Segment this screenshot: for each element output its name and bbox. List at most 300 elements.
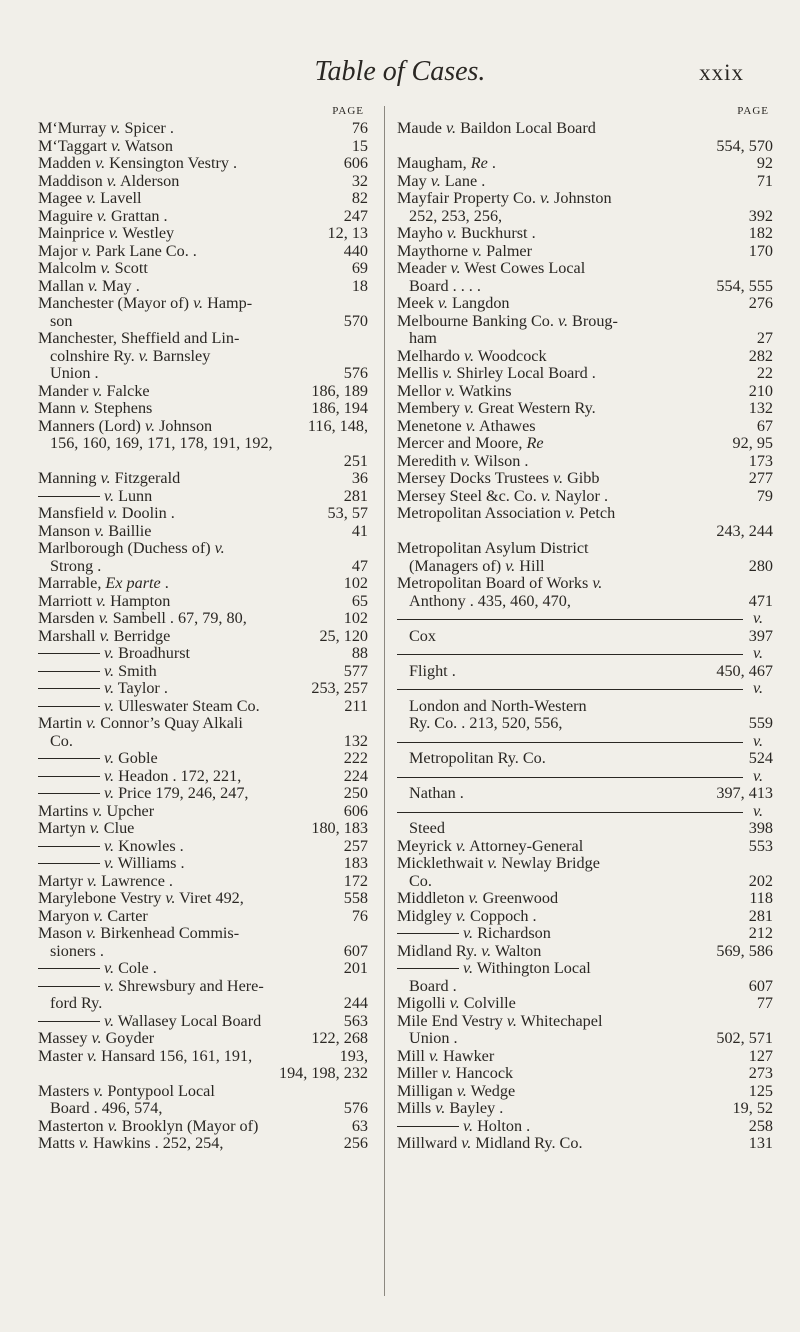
case-name: v. Knowles .: [38, 838, 368, 856]
case-entry: [397, 1048, 773, 1066]
case-name: v. Lunn: [38, 488, 368, 506]
page-reference: 256: [340, 1135, 368, 1153]
page-reference: 69: [348, 260, 368, 278]
case-name: sioners .: [50, 941, 104, 960]
case-entry: [397, 523, 773, 541]
page-reference: 398: [745, 820, 773, 838]
case-name: Meader v. West Cowes Local: [397, 259, 586, 277]
page-reference: 182: [745, 225, 773, 243]
page-reference: 183: [340, 855, 368, 873]
case-name: ford Ry.: [50, 994, 103, 1012]
case-name: Membery v. Great Western Ry.: [397, 399, 596, 417]
ditto-rule: v.: [397, 803, 773, 821]
case-name: Madden v. Kensington Vestry .: [38, 154, 238, 172]
page-reference: 251: [340, 453, 368, 471]
page-reference: 553: [745, 838, 773, 856]
case-entry: [397, 820, 773, 838]
page-reference: 243, 244: [712, 523, 773, 541]
case-name: Martyn v. Clue: [38, 819, 135, 837]
page-reference: 125: [745, 1083, 773, 1101]
case-entry: [397, 540, 773, 558]
page-reference: 276: [745, 295, 773, 313]
case-name: Union .: [409, 1029, 458, 1047]
page-reference: 576: [340, 1100, 368, 1118]
case-name: Maryon v. Carter: [38, 906, 148, 925]
case-name: Menetone v. Athawes: [397, 416, 536, 435]
case-name: Manners (Lord) v. Johnson: [38, 416, 213, 435]
case-entry: [38, 120, 368, 138]
page-reference: 63: [348, 1118, 368, 1136]
case-entry: [38, 768, 368, 786]
case-name: Maddison v. Alderson: [38, 171, 180, 190]
page-reference: 131: [745, 1135, 773, 1153]
page-reference: 257: [340, 838, 368, 856]
case-entry: [397, 383, 773, 401]
case-entry: [38, 558, 368, 576]
case-name: Mersey Docks Trustees v. Gibb: [397, 469, 600, 487]
case-entry: [397, 278, 773, 296]
case-entry: [38, 505, 368, 523]
page-reference: 15: [348, 138, 368, 156]
case-name: Magee v. Lavell: [38, 189, 142, 207]
case-entry: [397, 890, 773, 908]
case-entry: [397, 260, 773, 278]
page-reference: 53, 57: [324, 505, 368, 523]
case-name: v. Taylor .: [38, 680, 368, 698]
case-name: Mann v. Stephens: [38, 399, 153, 417]
case-entry: [38, 575, 368, 593]
case-entry: [397, 750, 773, 768]
case-entry: [397, 873, 773, 891]
page-reference: 202: [745, 873, 773, 891]
case-entry: [397, 995, 773, 1013]
page-reference: 554, 555: [712, 278, 773, 296]
case-name: Matts v. Hawkins . 252, 254,: [38, 1134, 224, 1152]
case-entry: [38, 243, 368, 261]
case-entry: [38, 295, 368, 313]
case-entry: [397, 453, 773, 471]
case-entry: [38, 435, 368, 453]
case-name: Mile End Vestry v. Whitechapel: [397, 1011, 603, 1030]
ditto-rule: v.: [397, 680, 773, 698]
case-name: Migolli v. Colville: [397, 994, 516, 1012]
case-entry: [397, 575, 773, 593]
case-name: Master v. Hansard 156, 161, 191,: [38, 1046, 253, 1065]
page-reference: 186, 189: [307, 383, 368, 401]
case-name: Anthony . 435, 460, 470,: [409, 591, 571, 610]
case-name: Marrable, Ex parte .: [38, 574, 169, 592]
case-entry: [38, 1048, 368, 1066]
case-entry: [397, 138, 773, 156]
page-reference: 173: [745, 453, 773, 471]
page-reference: 576: [340, 365, 368, 383]
case-name: v. Goble: [38, 750, 368, 768]
case-entry: [38, 190, 368, 208]
case-name: Marsden v. Sambell . 67, 79, 80,: [38, 609, 247, 627]
case-entry: [397, 1135, 773, 1153]
page-reference: 222: [340, 750, 368, 768]
ditto-rule: v.: [397, 733, 773, 751]
page-reference: 397, 413: [712, 785, 773, 803]
page-reference: 273: [745, 1065, 773, 1083]
case-entry: [38, 785, 368, 803]
page-reference: 65: [348, 593, 368, 611]
case-name: Mill v. Hawker: [397, 1046, 495, 1065]
case-name: Major v. Park Lane Co. .: [38, 241, 197, 260]
page-header: [0, 54, 800, 94]
page-reference: 606: [340, 803, 368, 821]
case-name: Masterton v. Brooklyn (Mayor of): [38, 1116, 259, 1135]
page-reference: 67: [753, 418, 773, 436]
case-entry: [38, 593, 368, 611]
case-entry: [397, 908, 773, 926]
case-entry: [397, 1030, 773, 1048]
case-entry: [38, 225, 368, 243]
case-name: v. Price 179, 246, 247,: [38, 785, 368, 803]
page-reference: 524: [745, 750, 773, 768]
case-name: Steed: [409, 819, 445, 837]
case-name: Mills v. Bayley .: [397, 1099, 504, 1117]
case-entry: [38, 155, 368, 173]
case-entry: [397, 348, 773, 366]
case-name: Board . . . .: [409, 276, 481, 295]
case-name: v. Broadhurst: [38, 645, 368, 663]
page-reference: 570: [340, 313, 368, 331]
case-entry: [397, 120, 773, 138]
case-name: Mainprice v. Westley: [38, 224, 175, 242]
case-name: 156, 160, 169, 171, 178, 191, 192,: [50, 434, 273, 452]
case-name: Marriott v. Hampton: [38, 591, 171, 610]
case-name: ham: [409, 329, 437, 347]
case-entry: [397, 488, 773, 506]
case-entry: [38, 663, 368, 681]
case-name: Metropolitan Ry. Co.: [409, 749, 546, 767]
case-name: Manson v. Baillie: [38, 521, 152, 540]
ditto-rule: v.: [397, 610, 773, 628]
page-reference: 282: [745, 348, 773, 366]
case-entry: [38, 1118, 368, 1136]
case-entry: [397, 663, 773, 681]
case-entry: [38, 733, 368, 751]
page-reference: 281: [340, 488, 368, 506]
case-name: Mayfair Property Co. v. Johnston: [397, 189, 612, 207]
case-entry: [38, 803, 368, 821]
case-name: Mercer and Moore, Re: [397, 434, 544, 452]
case-name: Manning v. Fitzgerald: [38, 469, 181, 487]
page-reference: 559: [745, 715, 773, 733]
page-reference: 212: [745, 925, 773, 943]
case-entry: [397, 470, 773, 488]
case-entry: [397, 243, 773, 261]
page-reference: 18: [348, 278, 368, 296]
page-reference: 180, 183: [307, 820, 368, 838]
case-name: Mander v. Falcke: [38, 381, 150, 400]
case-entry: [38, 330, 368, 348]
case-name: Mason v. Birkenhead Commis-: [38, 924, 240, 942]
page-reference: 82: [348, 190, 368, 208]
case-entry: [397, 838, 773, 856]
case-entry: [38, 855, 368, 873]
ditto-rule: v.: [397, 645, 773, 663]
case-name: Ry. Co. . 213, 520, 556,: [409, 714, 563, 732]
page-reference: 32: [348, 173, 368, 191]
page-reference: 606: [340, 155, 368, 173]
case-entry: [38, 925, 368, 943]
case-name: v. Wallasey Local Board: [38, 1013, 368, 1031]
right-column: [397, 103, 773, 1153]
case-entry: [38, 750, 368, 768]
case-name: v. Smith: [38, 663, 368, 681]
page-reference: 558: [340, 890, 368, 908]
case-name: Co.: [409, 871, 432, 890]
case-entry: [397, 785, 773, 803]
case-name: Mersey Steel &c. Co. v. Naylor .: [397, 486, 608, 505]
left-column: [38, 103, 368, 1153]
case-entry: [397, 1013, 773, 1031]
page-reference: 211: [340, 698, 368, 716]
case-entry: [397, 855, 773, 873]
case-entry: [397, 558, 773, 576]
case-entry: [38, 1065, 368, 1083]
case-name: M‘Taggart v. Watson: [38, 136, 173, 155]
case-name: v. Ulleswater Steam Co.: [38, 698, 368, 716]
case-name: Maugham, Re .: [397, 154, 496, 172]
case-name: Meyrick v. Attorney-General: [397, 836, 584, 855]
page-number: xxix: [699, 60, 744, 85]
case-entry: [397, 698, 773, 716]
case-entry: [397, 1083, 773, 1101]
case-name: Malcolm v. Scott: [38, 259, 148, 277]
page-reference: 397: [745, 628, 773, 646]
running-title: Table of Cases.: [314, 56, 486, 87]
page-reference: 102: [340, 610, 368, 628]
case-entry: [38, 313, 368, 331]
case-entry: [38, 400, 368, 418]
case-name: Mallan v. May .: [38, 276, 140, 295]
page-reference: 471: [745, 593, 773, 611]
case-entry: [38, 383, 368, 401]
case-name: Metropolitan Association v. Petch: [397, 504, 616, 522]
page-reference: 77: [753, 995, 773, 1013]
page-reference: 193,: [336, 1048, 368, 1066]
case-entry: [397, 505, 773, 523]
case-entry: [38, 995, 368, 1013]
page-reference: 194, 198, 232: [275, 1065, 368, 1083]
case-name: Milligan v. Wedge: [397, 1081, 516, 1100]
case-name: Maythorne v. Palmer: [397, 241, 533, 260]
case-entry: [397, 960, 773, 978]
case-name: Meredith v. Wilson .: [397, 451, 529, 470]
case-entry: [38, 838, 368, 856]
case-entry: [38, 523, 368, 541]
case-entry: [397, 978, 773, 996]
page-reference: 76: [348, 120, 368, 138]
case-name: Masters v. Pontypool Local: [38, 1081, 215, 1100]
page-reference: 224: [340, 768, 368, 786]
case-entry: [38, 890, 368, 908]
page-reference: 281: [745, 908, 773, 926]
page-reference: 201: [340, 960, 368, 978]
page-reference: 132: [745, 400, 773, 418]
case-entry: [38, 540, 368, 558]
case-name: (Managers of) v. Hill: [409, 556, 545, 575]
page-reference: 569, 586: [712, 943, 773, 961]
case-entry: [397, 1118, 773, 1136]
case-entry: [38, 470, 368, 488]
case-entry: [397, 628, 773, 646]
case-name: Mansfield v. Doolin .: [38, 504, 175, 522]
case-name: Miller v. Hancock: [397, 1064, 514, 1082]
case-name: Flight .: [409, 661, 456, 680]
case-name: Midgley v. Coppoch .: [397, 906, 537, 925]
page-reference: 563: [340, 1013, 368, 1031]
page-reference: 41: [348, 523, 368, 541]
page-column-label: PAGE: [737, 105, 769, 117]
case-name: Manchester (Mayor of) v. Hamp-: [38, 294, 253, 312]
case-entry: [38, 138, 368, 156]
case-name: Co.: [50, 731, 73, 750]
case-name: Melbourne Banking Co. v. Broug-: [397, 311, 618, 330]
page-reference: 250: [340, 785, 368, 803]
page-reference: 172: [340, 873, 368, 891]
page-reference: 258: [745, 1118, 773, 1136]
case-entry: [397, 190, 773, 208]
case-name: Marylebone Vestry v. Viret 492,: [38, 889, 244, 907]
case-entry: [38, 680, 368, 698]
case-name: M‘Murray v. Spicer .: [38, 119, 174, 137]
page-reference: 440: [340, 243, 368, 261]
case-entry: [397, 925, 773, 943]
case-entry: [397, 155, 773, 173]
page-reference: 22: [753, 365, 773, 383]
case-name: Meek v. Langdon: [397, 294, 510, 312]
case-name: Midland Ry. v. Walton: [397, 941, 542, 960]
case-entry: [38, 908, 368, 926]
case-name: v. Richardson: [397, 925, 773, 943]
case-name: Nathan .: [409, 784, 464, 802]
page-reference: 88: [348, 645, 368, 663]
case-name: Cox: [409, 626, 436, 645]
case-entry: [38, 208, 368, 226]
case-name: colnshire Ry. v. Barnsley: [50, 346, 211, 365]
page-reference: 102: [340, 575, 368, 593]
page-reference: 76: [348, 908, 368, 926]
case-name: Middleton v. Greenwood: [397, 889, 559, 907]
page-reference: 27: [753, 330, 773, 348]
case-entry: [397, 330, 773, 348]
case-name: Martyr v. Lawrence .: [38, 871, 173, 890]
page-reference: 502, 571: [712, 1030, 773, 1048]
page-reference: 25, 120: [315, 628, 368, 646]
case-name: Mellis v. Shirley Local Board .: [397, 364, 596, 382]
case-entry: [38, 645, 368, 663]
page-reference: 127: [745, 1048, 773, 1066]
case-name: v. Williams .: [38, 855, 368, 873]
page-reference: 210: [745, 383, 773, 401]
page-reference: 36: [348, 470, 368, 488]
case-name: 252, 253, 256,: [409, 206, 503, 225]
case-name: Maude v. Baildon Local Board: [397, 119, 596, 137]
page-reference: 186, 194: [307, 400, 368, 418]
case-entry: [38, 348, 368, 366]
case-entry: [397, 943, 773, 961]
case-name: Maguire v. Grattan .: [38, 206, 168, 225]
page-reference: 554, 570: [712, 138, 773, 156]
case-entry: [397, 365, 773, 383]
case-entry: [38, 488, 368, 506]
case-name: Board . 496, 574,: [50, 1099, 163, 1117]
case-entry: [38, 418, 368, 436]
page-reference: 71: [753, 173, 773, 191]
page-reference: 47: [348, 558, 368, 576]
case-name: son: [50, 311, 73, 330]
case-name: Board .: [409, 976, 457, 995]
case-entry: [397, 1065, 773, 1083]
case-entry: [38, 1135, 368, 1153]
case-name: Metropolitan Asylum District: [397, 539, 589, 557]
page-reference: 607: [340, 943, 368, 961]
page-reference: 132: [340, 733, 368, 751]
case-entry: [38, 628, 368, 646]
case-name: Massey v. Goyder: [38, 1029, 155, 1047]
page-reference: 450, 467: [712, 663, 773, 681]
page-reference: 118: [745, 890, 773, 908]
case-name: Mellor v. Watkins: [397, 381, 512, 400]
case-entry: [38, 610, 368, 628]
page-reference: 607: [745, 978, 773, 996]
ditto-rule: v.: [397, 768, 773, 786]
case-name: Strong .: [50, 556, 102, 575]
case-entry: [38, 1100, 368, 1118]
case-name: Marshall v. Berridge: [38, 626, 171, 645]
case-name: Martin v. Connor’s Quay Alkali: [38, 714, 243, 732]
case-name: Martins v. Upcher: [38, 801, 155, 820]
case-name: [38, 453, 368, 471]
case-name: Melhardo v. Woodcock: [397, 346, 547, 365]
case-entry: [38, 173, 368, 191]
case-entry: [38, 698, 368, 716]
case-entry: [397, 593, 773, 611]
page-reference: 79: [753, 488, 773, 506]
case-entry: [38, 820, 368, 838]
case-entry: [397, 400, 773, 418]
case-entry: [38, 1013, 368, 1031]
case-entry: [397, 418, 773, 436]
case-entry: [38, 260, 368, 278]
case-name: Millward v. Midland Ry. Co.: [397, 1134, 583, 1152]
case-entry: [38, 453, 368, 471]
case-entry: [38, 978, 368, 996]
case-name: v. Headon . 172, 221,: [38, 768, 368, 786]
case-entry: [397, 208, 773, 226]
case-entry: [38, 943, 368, 961]
case-entry: [38, 1030, 368, 1048]
page-reference: 244: [340, 995, 368, 1013]
case-entry: [38, 1083, 368, 1101]
case-name: v. Shrewsbury and Here-: [38, 978, 368, 996]
page-reference: 277: [745, 470, 773, 488]
page-reference: 122, 268: [307, 1030, 368, 1048]
case-entry: [397, 313, 773, 331]
column-divider: [384, 106, 385, 1296]
case-entry: [38, 873, 368, 891]
case-entry: [397, 715, 773, 733]
case-name: Marlborough (Duchess of) v.: [38, 539, 225, 557]
case-name: Union .: [50, 364, 99, 382]
page-reference: 92, 95: [729, 435, 773, 453]
case-name: v. Withington Local: [397, 960, 773, 978]
case-name: Micklethwait v. Newlay Bridge: [397, 854, 600, 872]
